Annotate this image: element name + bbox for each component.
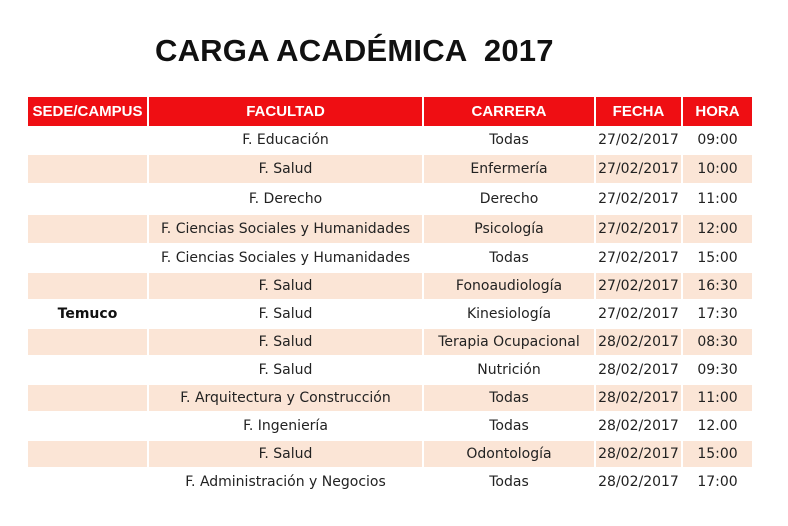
table-row [28,440,752,468]
cell-facultad: F. Salud [148,300,423,328]
cell-fecha: 28/02/2017 [595,384,682,412]
cell-sede [28,154,148,184]
cell-sede [28,272,148,300]
cell-sede [28,244,148,272]
cell-carrera: Todas [423,468,595,496]
table-body [28,126,752,496]
cell-sede [28,468,148,496]
cell-fecha: 28/02/2017 [595,468,682,496]
cell-hora: 09:00 [682,126,752,154]
page-title: CARGA ACADÉMICA 2017 [155,33,554,68]
cell-sede [28,384,148,412]
cell-fecha: 28/02/2017 [595,440,682,468]
cell-facultad: F. Salud [148,328,423,356]
cell-sede [28,184,148,214]
table-header-row [28,97,752,126]
cell-facultad: F. Salud [148,154,423,184]
table-row [28,468,752,496]
table-row [28,356,752,384]
cell-fecha: 27/02/2017 [595,126,682,154]
cell-carrera: Todas [423,384,595,412]
table-row [28,412,752,440]
header-fecha: FECHA [595,97,682,126]
cell-carrera: Terapia Ocupacional [423,328,595,356]
cell-sede [28,126,148,154]
schedule-table [28,97,752,497]
cell-carrera: Todas [423,244,595,272]
cell-carrera: Odontología [423,440,595,468]
cell-facultad: F. Derecho [148,184,423,214]
cell-facultad: F. Educación [148,126,423,154]
cell-hora: 11:00 [682,384,752,412]
cell-facultad: F. Arquitectura y Construcción [148,384,423,412]
cell-carrera: Nutrición [423,356,595,384]
cell-hora: 10:00 [682,154,752,184]
cell-fecha: 28/02/2017 [595,356,682,384]
table-row [28,272,752,300]
cell-carrera: Todas [423,126,595,154]
cell-sede [28,440,148,468]
cell-sede [28,356,148,384]
cell-hora: 09:30 [682,356,752,384]
cell-carrera: Psicología [423,214,595,244]
cell-carrera: Derecho [423,184,595,214]
cell-facultad: F. Salud [148,356,423,384]
cell-carrera: Fonoaudiología [423,272,595,300]
cell-fecha: 27/02/2017 [595,300,682,328]
table-row [28,184,752,214]
table-row [28,126,752,154]
cell-hora: 12:00 [682,214,752,244]
cell-carrera: Todas [423,412,595,440]
cell-fecha: 27/02/2017 [595,184,682,214]
cell-hora: 15:00 [682,244,752,272]
cell-hora: 17:30 [682,300,752,328]
cell-facultad: F. Ciencias Sociales y Humanidades [148,214,423,244]
cell-hora: 16:30 [682,272,752,300]
cell-fecha: 27/02/2017 [595,244,682,272]
cell-carrera: Enfermería [423,154,595,184]
cell-fecha: 27/02/2017 [595,154,682,184]
cell-facultad: F. Administración y Negocios [148,468,423,496]
table-row [28,154,752,184]
cell-sede [28,328,148,356]
cell-facultad: F. Ingeniería [148,412,423,440]
cell-hora: 17:00 [682,468,752,496]
table-row [28,214,752,244]
cell-hora: 15:00 [682,440,752,468]
cell-facultad: F. Salud [148,440,423,468]
header-carrera: CARRERA [423,97,595,126]
header-sede: SEDE/CAMPUS [28,97,148,126]
cell-hora: 08:30 [682,328,752,356]
header-hora: HORA [682,97,752,126]
cell-facultad: F. Salud [148,272,423,300]
table-row [28,244,752,272]
table-row [28,384,752,412]
cell-hora: 11:00 [682,184,752,214]
cell-fecha: 28/02/2017 [595,328,682,356]
table-row [28,300,752,328]
cell-fecha: 27/02/2017 [595,214,682,244]
cell-hora: 12.00 [682,412,752,440]
cell-fecha: 27/02/2017 [595,272,682,300]
cell-sede: Temuco [28,300,148,328]
cell-fecha: 28/02/2017 [595,412,682,440]
cell-carrera: Kinesiología [423,300,595,328]
cell-sede [28,214,148,244]
cell-sede [28,412,148,440]
header-facultad: FACULTAD [148,97,423,126]
cell-facultad: F. Ciencias Sociales y Humanidades [148,244,423,272]
table-row [28,328,752,356]
